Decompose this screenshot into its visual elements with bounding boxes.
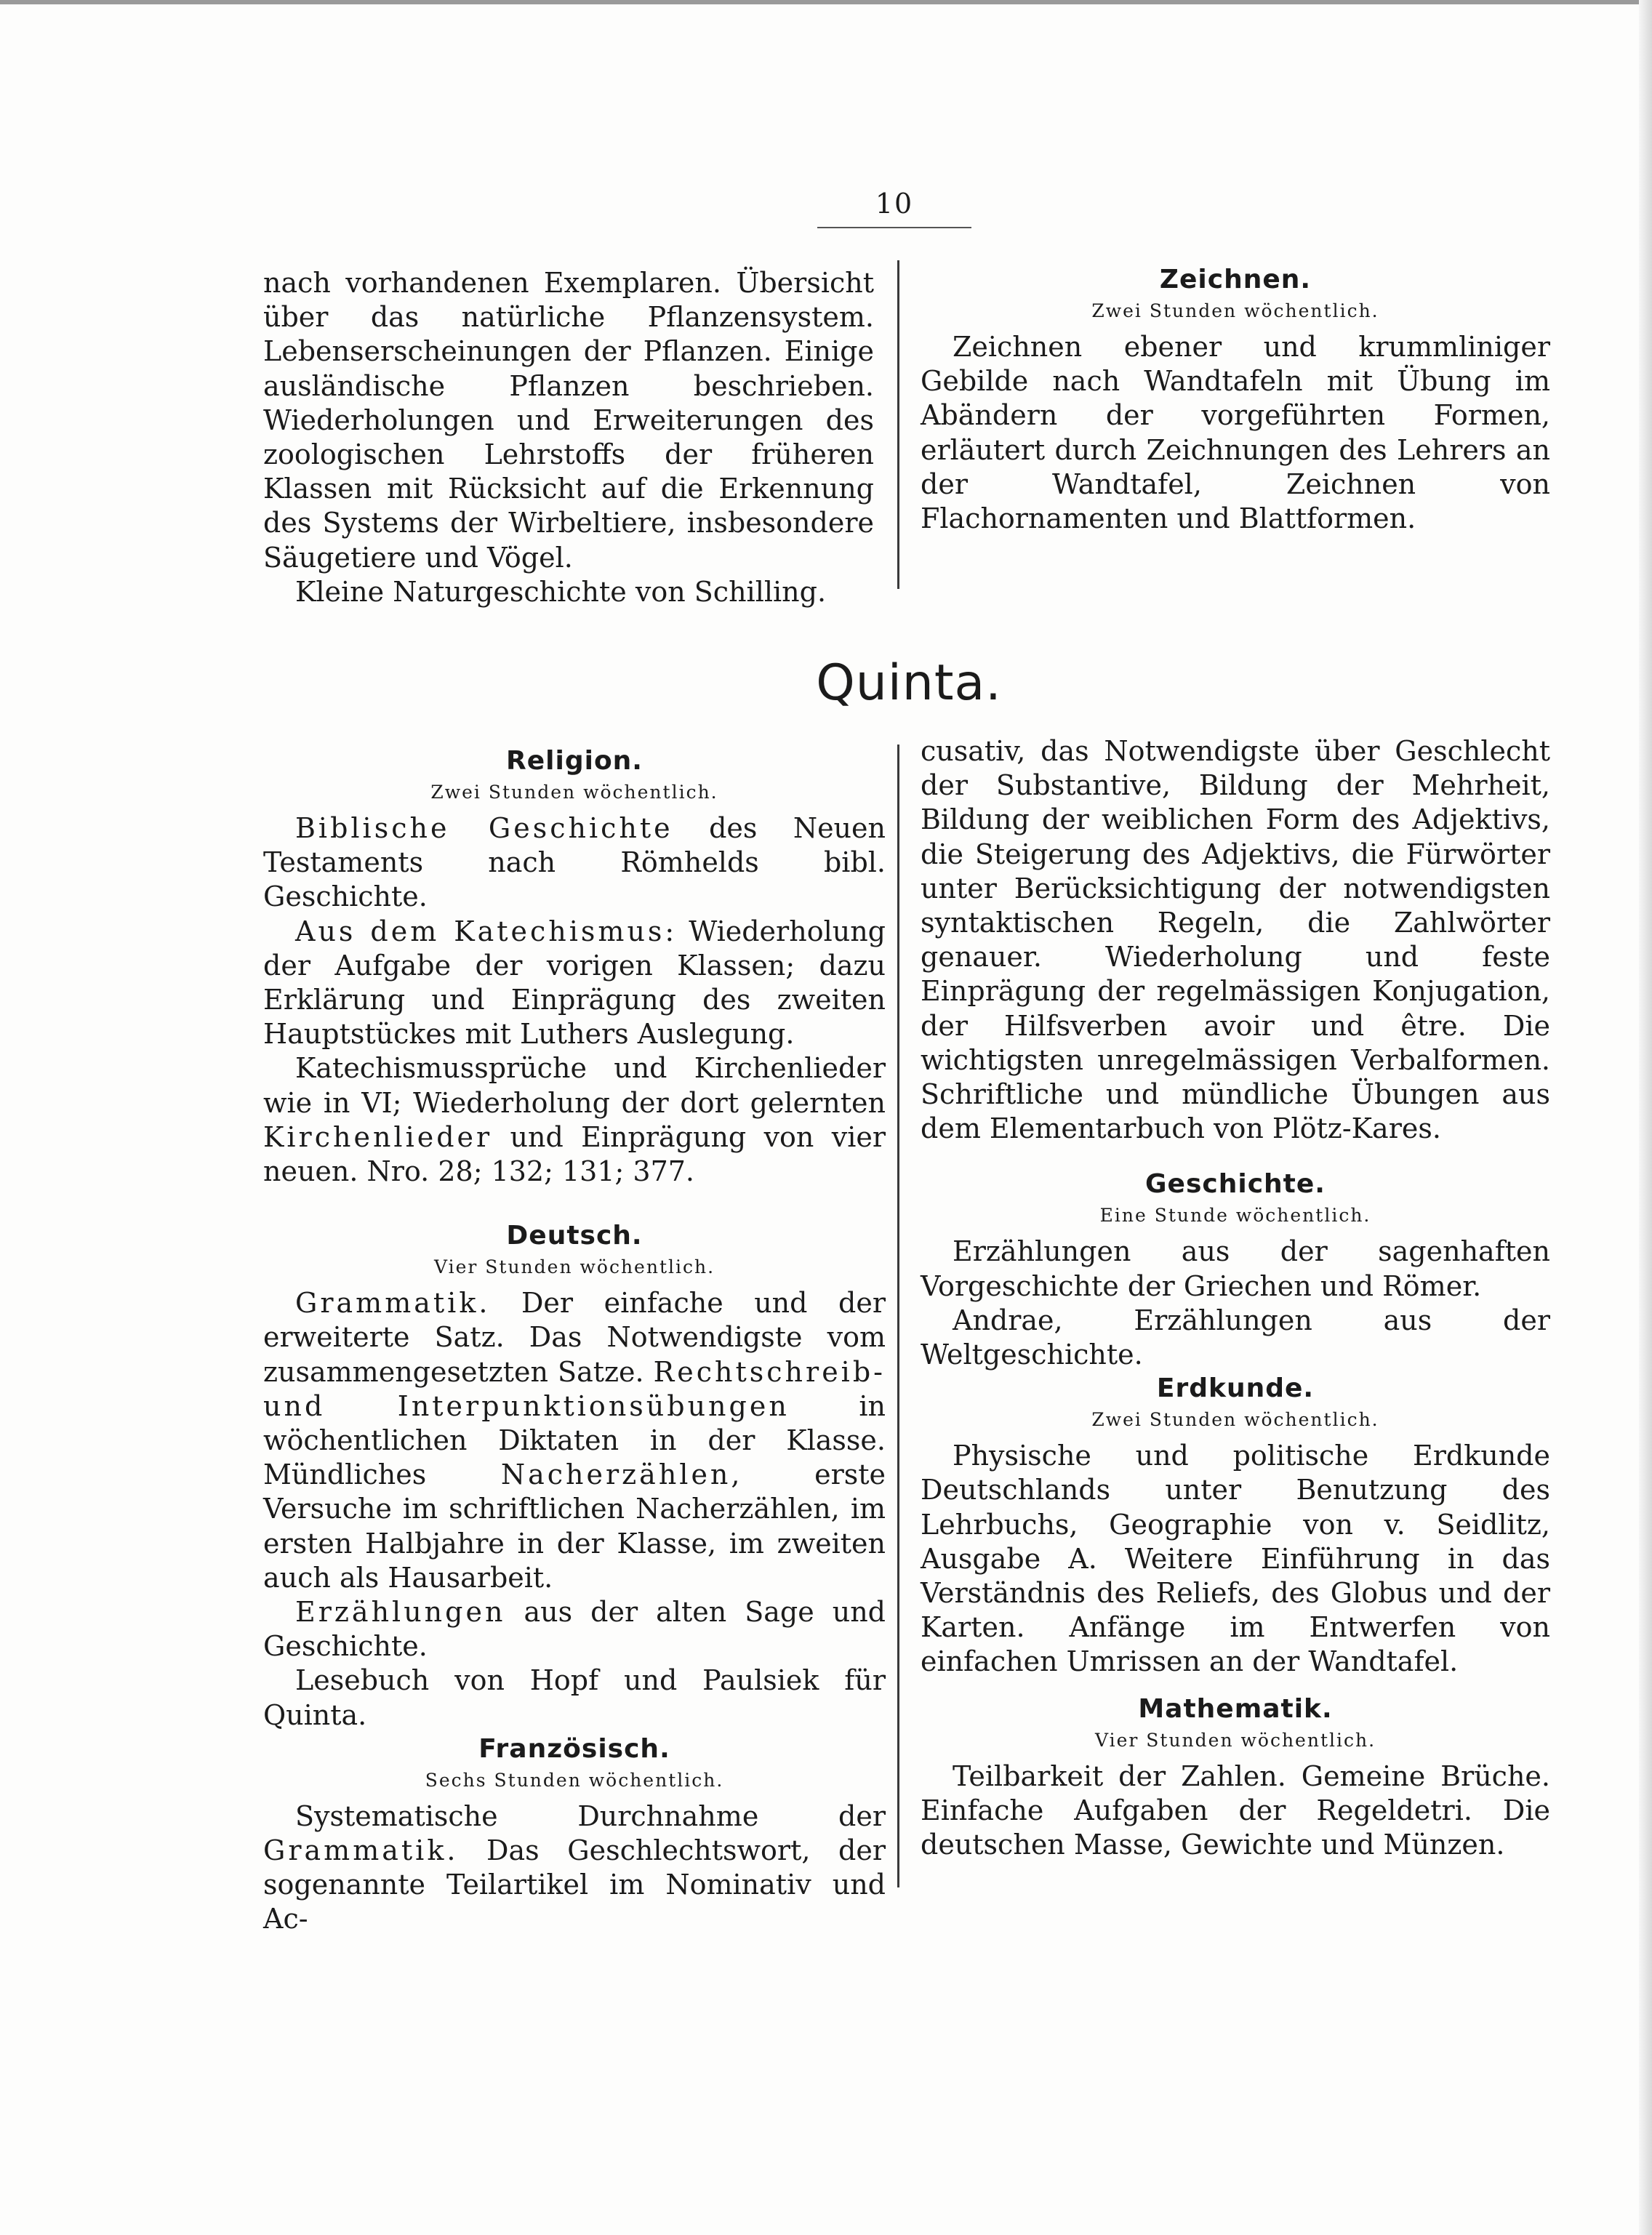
deutsch-term: Rechtschreib- und Interpunktionsübungen [263,1355,886,1422]
religion-paragraph-1: Biblische Geschichte des Neuen Testaments nach Römhelds bibl. Geschichte. [263,812,886,913]
franzoesisch-paragraph-1: Systematische Durchnahme der Grammatik. Das Geschlechtswort, der sogenannte Teilartikel im Nominativ und Ac- [263,1799,886,1935]
zeichnen-hours: Zwei Stunden wöchentlich. [1091,300,1379,321]
lower-right-column [921,734,1550,1862]
column-divider-lower [897,745,899,1887]
deutsch-paragraph-2: Erzählungen aus der alten Sage und Geschichte. [263,1596,886,1663]
franzoesisch-continued: cusativ, das Notwendigste über Geschlecht der Substantive, Bildung der Mehrheit, Bildung der weiblichen Form des Adjektivs, die Steigerung des Adjektivs, die Fürwörter unter Berücksichtigung der notwendigsten syntaktischen Regeln, die Zahlwörter genauer. Wiederholung und feste Einprägung der regelmässigen Konjugation, der Hilfsverben avoir und être. Die wichtigsten unregelmässigen Verbalformen. Schriftliche und mündliche Übungen aus dem Elementarbuch von Plötz-Kares. [921,735,1550,1145]
botany-textbook: Kleine Naturgeschichte von Schilling. [295,575,827,608]
mathematik-paragraph-1: Teilbarkeit der Zahlen. Gemeine Brüche. Einfache Aufgaben der Regeldetri. Die deutschen Masse, Gewichte und Münzen. [921,1759,1550,1861]
geschichte-heading: Geschichte. [1145,1169,1326,1200]
zeichnen-heading: Zeichnen. [1159,265,1312,294]
botany-paragraph: nach vorhandenen Exemplaren. Übersicht über das natürliche Pflanzensystem. Lebenserscheinungen der Pflanzen. Einige ausländische Pflanzen beschrieben. Wiederholungen und Erweiterungen des zoologischen Lehrstoffs der früheren Klassen mit Rücksicht auf die Erkennung des Systems der Wirbeltiere, insbesondere Säugetiere und Vögel. [263,267,874,574]
franzoesisch-heading: Französisch. [478,1733,670,1764]
geschichte-hours: Eine Stunde wöchentlich. [1099,1205,1371,1227]
franzoesisch-term: Grammatik. [263,1834,459,1867]
erdkunde-hours: Zwei Stunden wöchentlich. [1091,1409,1379,1431]
religion-paragraph-2: Aus dem Katechismus: Wiederholung der Aufgabe der vorigen Klassen; dazu Erklärung und Einprägung des zweiten Hauptstückes mit Luthers Auslegung. [263,915,886,1051]
religion-term: Biblische Geschichte [295,812,673,844]
erdkunde-paragraph-1: Physische und politische Erdkunde Deutschlands unter Benutzung des Lehrbuchs, Geographie von v. Seidlitz, Ausgabe A. Weitere Einführung in das Verständnis des Reliefs, des Globus und der Karten. Anfänge im Entwerfen von einfachen Umrissen an der Wandtafel. [921,1440,1550,1678]
religion-paragraph-3: Katechismussprüche und Kirchenlieder wie in VI; Wiederholung der dort gelernten Kirchenlieder und Einprägung von vier neuen. Nro. 28; 132; 131; 377. [263,1052,886,1188]
page-number: 10 [875,188,914,220]
deutsch-heading: Deutsch. [506,1221,643,1251]
top-left-column [263,266,874,609]
lower-left-column [263,745,886,1937]
scan-right-edge [1639,0,1652,2235]
mathematik-hours: Vier Stunden wöchentlich. [1094,1729,1376,1751]
section-title: Quinta. [816,654,1002,712]
top-right-column [921,263,1550,536]
religion-heading: Religion. [506,746,643,776]
column-divider-top [897,260,899,589]
religion-term: Aus dem Katechismus: [295,915,678,947]
scan-top-edge [0,0,1652,4]
page-number-rule [817,227,971,228]
deutsch-hours: Vier Stunden wöchentlich. [433,1256,715,1278]
religion-hours: Zwei Stunden wöchentlich. [430,782,718,803]
deutsch-paragraph-1: Grammatik. Der einfache und der erweiterte Satz. Das Notwendigste vom zusammengesetzten Satze. Rechtschreib- und Interpunktionsübungen in wöchentlichen Diktaten in der Klasse. Mündliches Nacherzählen, erste Versuche im schriftlichen Nacherzählen, im ersten Halbjahre in der Klasse, im zweiten auch als Hausarbeit. [263,1287,886,1594]
religion-term: Kirchenlieder [263,1120,493,1153]
deutsch-term: Nacherzählen [500,1458,731,1491]
deutsch-paragraph-3: Lesebuch von Hopf und Paulsiek für Quinta. [263,1664,886,1731]
geschichte-paragraph-1: Erzählungen aus der sagenhaften Vorgeschichte der Griechen und Römer. [921,1235,1550,1302]
deutsch-term: Grammatik. [295,1287,491,1320]
zeichnen-text: Zeichnen ebener und krummliniger Gebilde nach Wandtafeln mit Übung im Abändern der vorgeführten Formen, erläutert durch Zeichnungen des Lehrers an der Wandtafel, Zeichnen von Flachornamenten und Blattformen. [921,331,1550,535]
mathematik-heading: Mathematik. [1138,1693,1333,1724]
deutsch-term: Erzählungen [295,1596,506,1629]
geschichte-paragraph-2: Andrae, Erzählungen aus der Weltgeschichte. [921,1304,1550,1371]
erdkunde-heading: Erdkunde. [1156,1373,1315,1404]
franzoesisch-hours: Sechs Stunden wöchentlich. [425,1769,724,1791]
